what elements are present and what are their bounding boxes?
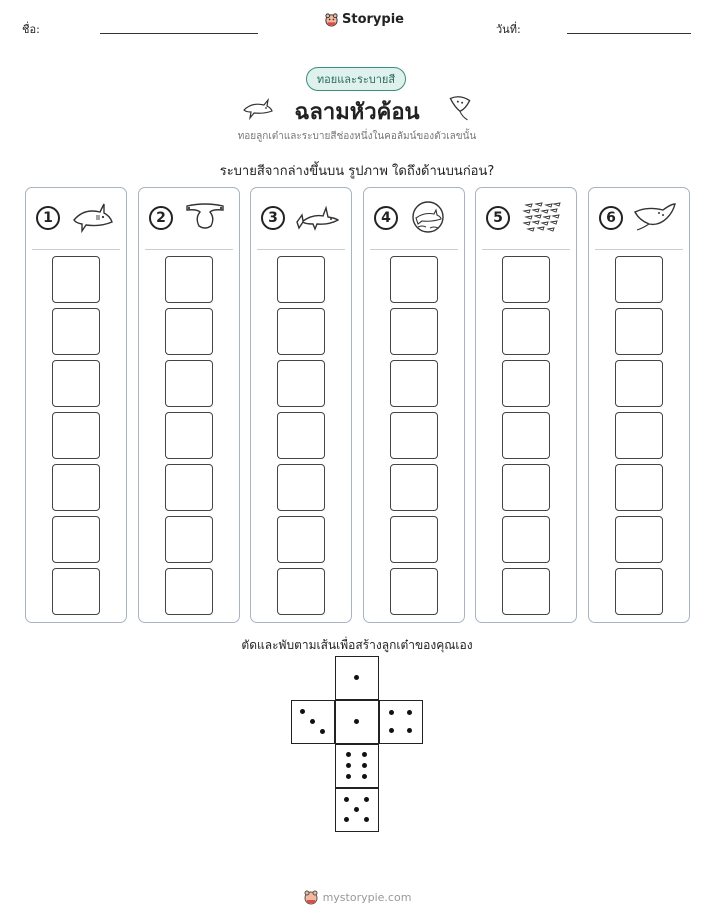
die-face-1 xyxy=(335,700,379,744)
color-box[interactable] xyxy=(52,464,100,511)
color-box[interactable] xyxy=(277,412,325,459)
die-pip xyxy=(354,675,359,680)
brand-name: Storypie xyxy=(342,12,404,27)
die-pip xyxy=(389,710,394,715)
color-box[interactable] xyxy=(165,308,213,355)
die-pip xyxy=(407,710,412,715)
column-number: 6 xyxy=(599,206,623,230)
color-box[interactable] xyxy=(277,516,325,563)
color-box[interactable] xyxy=(165,412,213,459)
column-header xyxy=(364,188,464,248)
die-pip xyxy=(362,752,367,757)
color-box[interactable] xyxy=(277,360,325,407)
color-box[interactable] xyxy=(615,308,663,355)
date-line xyxy=(567,33,691,34)
color-box[interactable] xyxy=(502,412,550,459)
column-number: 5 xyxy=(486,206,510,230)
color-box[interactable] xyxy=(165,568,213,615)
column-header xyxy=(476,188,576,248)
stingray-icon xyxy=(633,200,677,234)
name-line xyxy=(100,33,258,34)
color-box[interactable] xyxy=(277,464,325,511)
color-box[interactable] xyxy=(165,256,213,303)
die-pip xyxy=(364,797,369,802)
column-divider xyxy=(257,249,345,250)
storypie-logo-icon xyxy=(324,12,339,27)
color-box[interactable] xyxy=(165,516,213,563)
column-divider xyxy=(32,249,120,250)
die-face-3 xyxy=(291,700,335,744)
color-box[interactable] xyxy=(390,516,438,563)
column-number: 1 xyxy=(36,206,60,230)
question: ระบายสีจากล่างขึ้นบน รูปภาพ ใดถึงด้านบนก่อน? xyxy=(219,164,495,179)
color-box[interactable] xyxy=(615,360,663,407)
die-pip xyxy=(354,807,359,812)
color-box[interactable] xyxy=(165,464,213,511)
date-label: วันที่: xyxy=(496,23,521,36)
color-box[interactable] xyxy=(615,464,663,511)
color-box[interactable] xyxy=(277,308,325,355)
die-pip xyxy=(310,719,315,724)
color-box[interactable] xyxy=(615,256,663,303)
column-divider xyxy=(370,249,458,250)
color-box[interactable] xyxy=(52,360,100,407)
column-header xyxy=(589,188,689,248)
storypie-logo-icon xyxy=(303,889,319,905)
color-box[interactable] xyxy=(502,256,550,303)
color-box[interactable] xyxy=(615,568,663,615)
column-3 xyxy=(250,187,352,623)
color-box[interactable] xyxy=(277,568,325,615)
footer-url[interactable]: mystorypie.com xyxy=(322,890,412,904)
column-number: 4 xyxy=(374,206,398,230)
column-number: 2 xyxy=(149,206,173,230)
color-box[interactable] xyxy=(615,412,663,459)
column-4 xyxy=(363,187,465,623)
color-box[interactable] xyxy=(502,516,550,563)
color-box[interactable] xyxy=(502,568,550,615)
name-label: ชื่อ: xyxy=(22,23,40,36)
color-box[interactable] xyxy=(502,464,550,511)
color-box[interactable] xyxy=(52,256,100,303)
die-pip xyxy=(344,797,349,802)
die-pip xyxy=(320,729,325,734)
color-box[interactable] xyxy=(52,516,100,563)
die-pip xyxy=(407,728,412,733)
die-face-1 xyxy=(335,656,379,700)
die-face-5 xyxy=(335,788,379,832)
color-box[interactable] xyxy=(277,256,325,303)
die-pip xyxy=(346,763,351,768)
color-box[interactable] xyxy=(390,360,438,407)
page-title: ฉลามหัวค้อน xyxy=(294,100,420,125)
column-divider xyxy=(595,249,683,250)
die-face-4 xyxy=(379,700,423,744)
color-box[interactable] xyxy=(52,412,100,459)
column-1 xyxy=(25,187,127,623)
cut-instruction: ตัดและพับตามเส้นเพื่อสร้างลูกเต๋าของคุณเอง xyxy=(241,638,473,652)
die-pip xyxy=(362,774,367,779)
color-box[interactable] xyxy=(165,360,213,407)
column-header xyxy=(26,188,126,248)
activity-badge: ทอยและระบายสี xyxy=(306,67,406,91)
color-box[interactable] xyxy=(390,308,438,355)
die-face-6 xyxy=(335,744,379,788)
column-divider xyxy=(145,249,233,250)
die-pip xyxy=(346,752,351,757)
column-6 xyxy=(588,187,690,623)
swimming-shark-icon xyxy=(295,200,339,234)
die-pip xyxy=(389,728,394,733)
color-box[interactable] xyxy=(390,568,438,615)
instructions: ทอยลูกเต๋าและระบายสีช่องหนึ่งในคอลัมน์ของตัวเลขนั้น xyxy=(237,131,477,142)
hammerhead-shark-icon xyxy=(183,200,227,234)
die-pip xyxy=(364,817,369,822)
brand xyxy=(324,12,404,27)
column-header xyxy=(139,188,239,248)
shark-bubble-icon xyxy=(408,200,452,234)
column-5 xyxy=(475,187,577,623)
shark-icon xyxy=(70,200,114,234)
die-pip xyxy=(354,719,359,724)
color-box[interactable] xyxy=(52,308,100,355)
color-box[interactable] xyxy=(502,360,550,407)
column-number: 3 xyxy=(261,206,285,230)
die-pip xyxy=(346,774,351,779)
color-box[interactable] xyxy=(615,516,663,563)
color-box[interactable] xyxy=(52,568,100,615)
color-box[interactable] xyxy=(390,412,438,459)
column-divider xyxy=(482,249,570,250)
color-box[interactable] xyxy=(502,308,550,355)
column-2 xyxy=(138,187,240,623)
color-box[interactable] xyxy=(390,256,438,303)
die-pip xyxy=(300,709,305,714)
column-header xyxy=(251,188,351,248)
die-pip xyxy=(344,817,349,822)
die-pip xyxy=(362,763,367,768)
color-box[interactable] xyxy=(390,464,438,511)
fish-school-icon xyxy=(520,200,564,234)
footer xyxy=(0,889,714,905)
stingray-icon xyxy=(448,92,472,122)
